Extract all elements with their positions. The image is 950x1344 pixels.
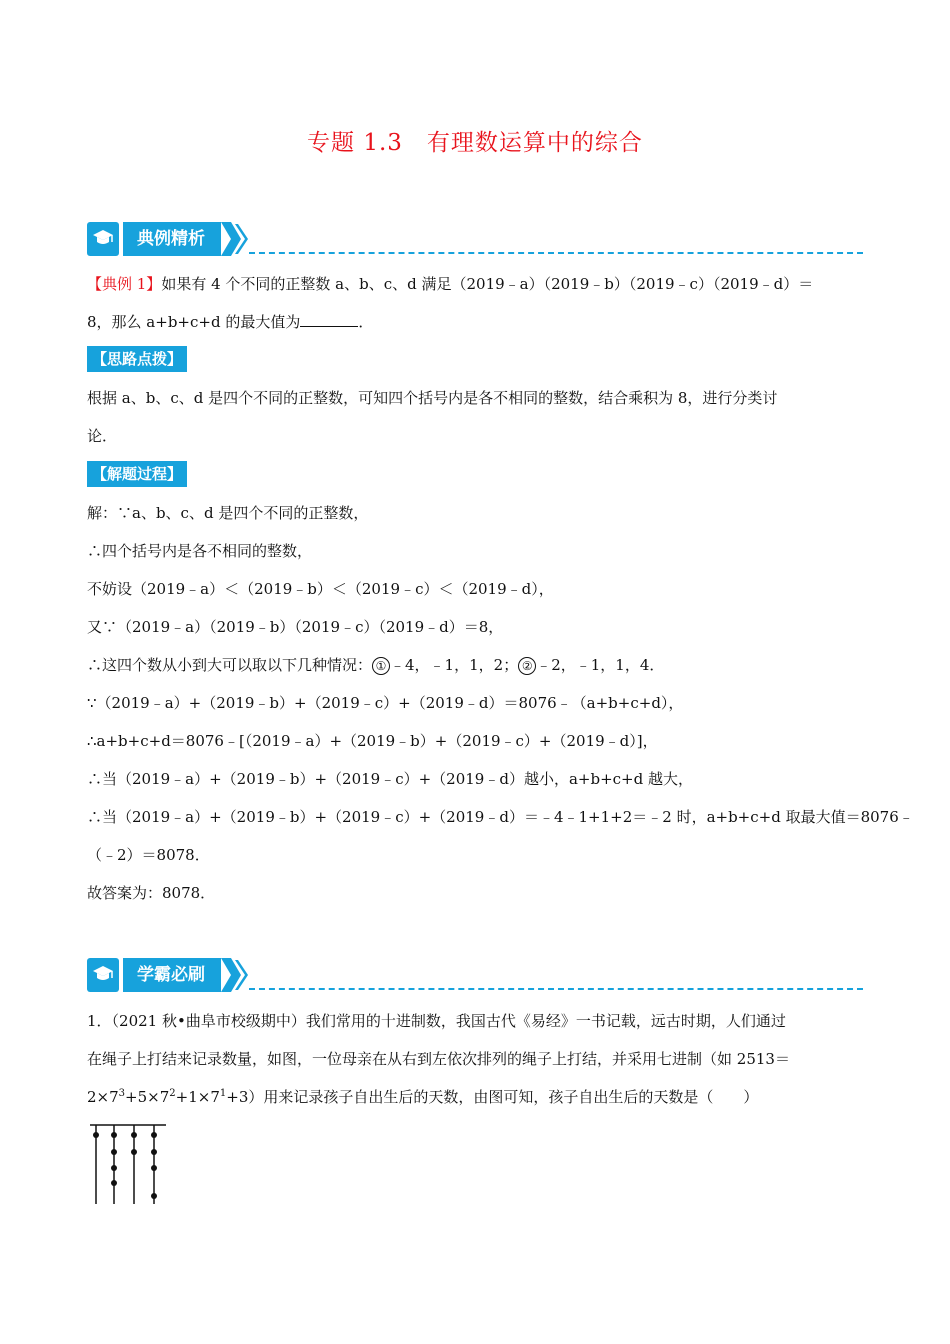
hint-tag: 【思路点拨】	[87, 346, 187, 372]
solution-tag: 【解题过程】	[87, 461, 187, 487]
solution-line: ∴四个括号内是各不相同的整数，	[87, 542, 313, 560]
solution-line: 解：∵a、b、c、d 是四个不同的正整数，	[87, 504, 369, 522]
exponent: 2	[169, 1088, 176, 1099]
question-text: +5×7	[125, 1088, 170, 1106]
solution-line: ∴a+b+c+d＝8076﹣[（2019﹣a）+（2019﹣b）+（2019﹣c）+（2019﹣d）]，	[87, 732, 658, 750]
solution-line-cases	[87, 654, 863, 676]
solution-line: 又∵（2019﹣a）（2019﹣b）（2019﹣c）（2019﹣d）＝8，	[87, 618, 504, 636]
hint-line-2: 论．	[87, 427, 118, 445]
solution-line: ∵（2019﹣a）+（2019﹣b）+（2019﹣c）+（2019﹣d）＝8076﹣（a+b+c+d），	[87, 694, 684, 712]
example-text: ．	[358, 313, 374, 331]
answer-blank	[300, 312, 358, 327]
chevron-right-icon	[221, 958, 251, 992]
dashed-divider	[249, 252, 863, 254]
question-line-2: 在绳子上打结来记录数量，如图，一位母亲在从右到左依次排列的绳子上打结，并采用七进制（如 2513＝	[87, 1050, 790, 1068]
section-header-practice	[87, 958, 863, 994]
solution-text: ﹣4，﹣1，1，2；	[390, 656, 519, 674]
page-title: 专题 1.3 有理数运算中的综合	[307, 130, 643, 156]
circled-number: ②	[518, 657, 536, 675]
question-text: +1×7	[175, 1088, 220, 1106]
solution-line: 不妨设（2019﹣a）＜（2019﹣b）＜（2019﹣c）＜（2019﹣d），	[87, 580, 554, 598]
example-line-1	[87, 273, 863, 295]
solution-line: （﹣2）＝8078．	[87, 846, 210, 864]
question-text: +3）用来记录孩子自出生后的天数，由图可知，孩子自出生后的天数是（ ）	[226, 1088, 759, 1106]
example-label: 【典例 1】	[87, 275, 162, 293]
question-line-3	[87, 1086, 863, 1108]
circled-number: ①	[372, 657, 390, 675]
example-text: 8，那么 a+b+c+d 的最大值为	[87, 313, 301, 331]
graduation-cap-icon	[87, 958, 119, 992]
solution-line: ∴当（2019﹣a）+（2019﹣b）+（2019﹣c）+（2019﹣d）＝﹣4﹣1+1+2＝﹣2 时，a+b+c+d 取最大值＝8076﹣	[87, 808, 914, 826]
dashed-divider	[249, 988, 863, 990]
hint-line-1: 根据 a、b、c、d 是四个不同的正整数，可知四个括号内是各不相同的整数，结合乘积为 8，进行分类讨	[87, 389, 778, 407]
solution-line: ∴当（2019﹣a）+（2019﹣b）+（2019﹣c）+（2019﹣d）越小，a+b+c+d 越大，	[87, 770, 693, 788]
example-text: 如果有 4 个不同的正整数 a、b、c、d 满足（2019﹣a）（2019﹣b）（2019﹣c）（2019﹣d）＝	[161, 275, 814, 293]
exponent: 3	[118, 1088, 126, 1099]
graduation-cap-icon	[87, 222, 119, 256]
example-line-2	[87, 311, 863, 333]
section-title: 典例精析	[123, 222, 221, 256]
solution-text: ∴这四个数从小到大可以取以下几种情况：	[87, 656, 373, 674]
solution-answer: 故答案为：8078．	[87, 884, 216, 902]
section-header-example	[87, 222, 863, 258]
chevron-right-icon	[221, 222, 251, 256]
exponent: 1	[219, 1088, 227, 1099]
question-line-1: 1．（2021 秋•曲阜市校级期中）我们常用的十进制数，我国古代《易经》一书记载，远古时期，人们通过	[87, 1012, 786, 1030]
section-title: 学霸必刷	[123, 958, 221, 992]
solution-text: ﹣2，﹣1，1，4．	[536, 656, 665, 674]
question-text: 2×7	[87, 1088, 119, 1106]
knotted-rope-figure	[90, 1122, 170, 1208]
